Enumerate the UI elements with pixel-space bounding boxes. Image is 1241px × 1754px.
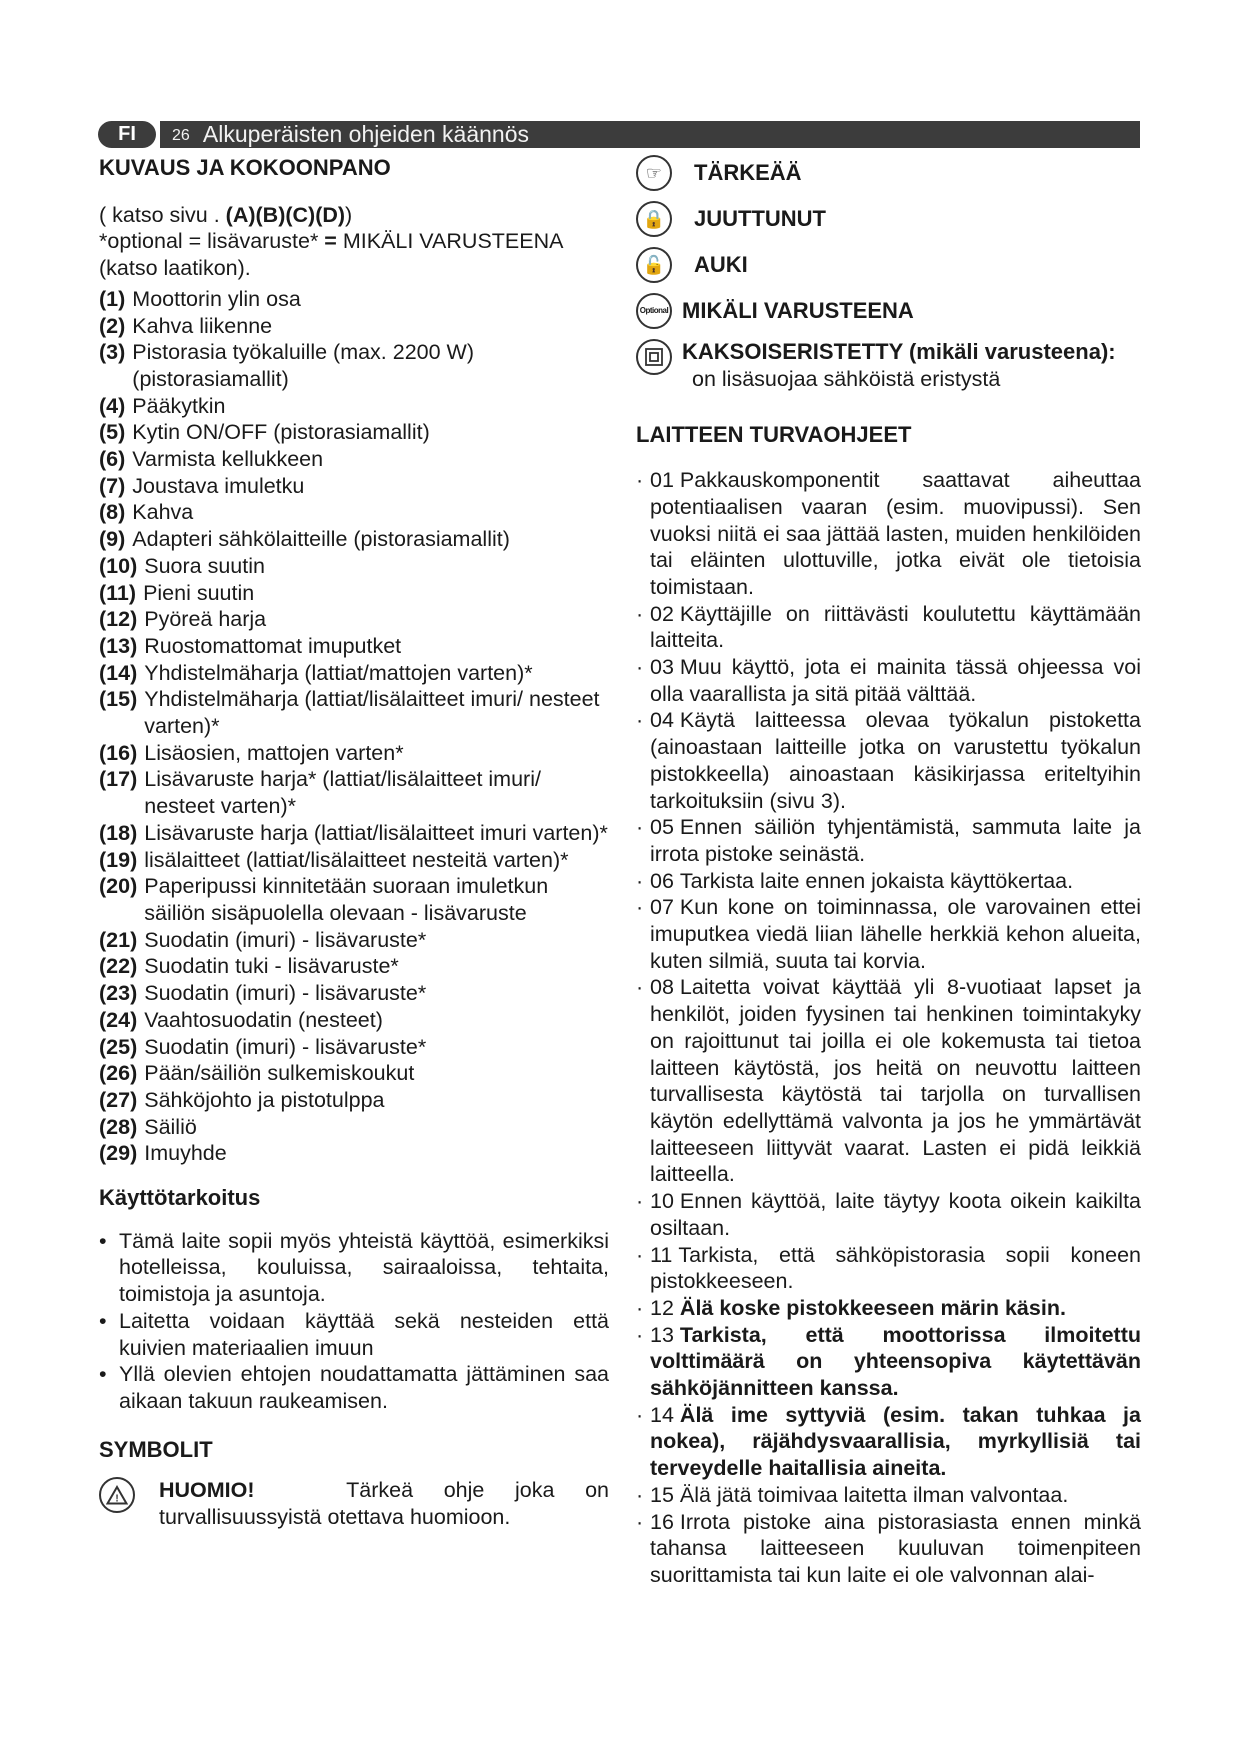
part-item (99, 980, 609, 1007)
bullet-icon: · (636, 708, 644, 733)
part-number: (27) (99, 1087, 138, 1112)
section-title-safety: LAITTEEN TURVAOHJEET (636, 422, 912, 448)
part-number: (28) (99, 1114, 138, 1139)
part-item (99, 927, 609, 954)
part-number: (12) (99, 607, 138, 632)
part-text: Lisävaruste harja (lattiat/lisälaitteet imuri varten)* (144, 820, 608, 845)
usage-item (99, 1228, 609, 1308)
safety-text-wrap (650, 1509, 1141, 1589)
symbol-item (636, 155, 1141, 191)
part-number: (20) (99, 874, 138, 899)
part-item (99, 473, 609, 500)
safety-list (636, 467, 1141, 1589)
usage-text: Yllä olevien ehtojen noudattamatta jättäminen saa aikaan takuun raukeamisen. (119, 1362, 609, 1413)
safety-item (636, 1322, 1141, 1402)
part-text: Vaahtosuodatin (nesteet) (144, 1007, 383, 1032)
part-number: (19) (99, 847, 138, 872)
part-item (99, 1060, 609, 1087)
bullet-icon: · (636, 1242, 644, 1267)
part-item (99, 820, 609, 847)
padlock-closed-icon: 🔒 (636, 201, 672, 237)
part-number: (14) (99, 660, 138, 685)
page-header (98, 121, 1140, 148)
safety-text-wrap (650, 868, 1141, 895)
bullet-icon: • (99, 1228, 107, 1253)
safety-number: 15 (650, 1482, 674, 1507)
safety-item (636, 814, 1141, 867)
part-number: (4) (99, 393, 126, 418)
part-text: Pääkytkin (132, 393, 226, 418)
safety-text: Käytä laitteessa olevaa työkalun pistoketta (ainoastaan laitteille jotka on varustettu työkalun pistokkeella) ainoastaan käsikirjassa eriteltyihin tarkoituksiin (sivu 3). (650, 708, 1141, 813)
part-text: Pistorasia työkaluille (max. 2200 W) (pistorasiamallit) (132, 340, 475, 391)
safety-text: Älä jätä toimivaa laitetta ilman valvontaa. (679, 1482, 1069, 1507)
safety-number: 13 (650, 1322, 674, 1347)
safety-item (636, 1295, 1141, 1322)
safety-item (636, 1188, 1141, 1241)
safety-text-wrap (650, 707, 1141, 814)
part-number: (24) (99, 1007, 138, 1032)
safety-number: 05 (650, 815, 674, 840)
part-text: Varmista kellukkeen (132, 447, 324, 472)
part-number: (2) (99, 313, 126, 338)
part-item (99, 1140, 609, 1167)
safety-text: Käyttäjille on riittävästi koulutettu käyttämään laitteita. (650, 601, 1141, 653)
right-column (636, 155, 1141, 1589)
bullet-icon: · (636, 1295, 644, 1320)
pointing-hand-icon: ☞ (636, 155, 672, 191)
part-item (99, 313, 609, 340)
part-item (99, 740, 609, 767)
part-text: lisälaitteet (lattiat/lisälaitteet nesteitä varten)* (144, 847, 569, 872)
part-number: (5) (99, 420, 126, 445)
bullet-icon: • (99, 1362, 107, 1387)
part-text: Kytin ON/OFF (pistorasiamallit) (132, 420, 430, 445)
safety-text: Älä ime syttyviä (esim. takan tuhkaa ja nokea), räjähdysvaarallisia, myrkyllisiä tai terveydelle haitallisia aineita. (650, 1402, 1141, 1481)
safety-item (636, 654, 1141, 707)
part-text: Moottorin ylin osa (132, 286, 301, 311)
part-number: (23) (99, 981, 138, 1006)
part-text: Lisävaruste harja* (lattiat/lisälaitteet imuri/ nesteet varten)* (144, 767, 541, 819)
part-text: Säiliö (144, 1114, 197, 1139)
bullet-icon: · (636, 601, 644, 626)
header-bar (160, 121, 1140, 148)
safety-text: Muu käyttö, jota ei mainita tässä ohjeessa voi olla vaarallista ja sitä pitää välttää. (650, 655, 1141, 706)
part-text: Kahva (132, 500, 194, 525)
safety-text-wrap (650, 1295, 1141, 1322)
safety-item (636, 868, 1141, 895)
part-text: Suodatin (imuri) - lisävaruste* (144, 981, 427, 1006)
part-number: (16) (99, 740, 138, 765)
safety-text-wrap (650, 894, 1141, 974)
section-title-usage: Käyttötarkoitus (99, 1185, 261, 1211)
safety-number: 08 (650, 975, 674, 1000)
safety-text-wrap (650, 1482, 1141, 1509)
part-text: Paperipussi kinnitetään suoraan imuletkun säiliön sisäpuolella olevaan - lisävaruste (144, 874, 549, 925)
part-number: (13) (99, 633, 138, 658)
safety-number: 02 (650, 601, 674, 626)
part-number: (29) (99, 1141, 138, 1166)
bullet-icon: · (636, 1322, 644, 1347)
safety-item (636, 1509, 1141, 1589)
safety-text: Kun kone on toiminnassa, ole varovainen ettei imuputkea viedä liian lähelle herkkiä kehon alueita, kuten silmiä, suuta tai korvia. (650, 895, 1141, 973)
part-number: (18) (99, 820, 138, 845)
safety-text: Ennen säiliön tyhjentämistä, sammuta laite ja irrota pistoke seinästä. (650, 815, 1141, 866)
part-number: (25) (99, 1034, 138, 1059)
part-text: Yhdistelmäharja (lattiat/lisälaitteet imuri/ nesteet varten)* (144, 687, 600, 739)
part-number: (3) (99, 340, 126, 365)
safety-number: 16 (650, 1509, 674, 1534)
huomio-label: HUOMIO! (159, 1478, 255, 1503)
part-item (99, 660, 609, 687)
symbol-label: TÄRKEÄÄ (694, 159, 802, 185)
part-number: (6) (99, 447, 126, 472)
usage-item (99, 1308, 609, 1361)
part-text: Pään/säiliön sulkemiskoukut (144, 1061, 415, 1086)
part-item (99, 633, 609, 660)
safety-number: 12 (650, 1295, 674, 1320)
safety-number: 03 (650, 655, 674, 680)
part-number: (15) (99, 687, 138, 712)
usage-list (99, 1228, 609, 1415)
symbol-item (636, 247, 1141, 283)
safety-number: 01 (650, 468, 674, 493)
part-number: (7) (99, 473, 126, 498)
safety-item (636, 1242, 1141, 1295)
part-text: Kahva liikenne (132, 313, 273, 338)
page-number: 26 (172, 127, 190, 144)
safety-text-wrap (650, 1322, 1141, 1402)
safety-item (636, 1482, 1141, 1509)
symbol-label: JUUTTUNUT (694, 205, 826, 231)
safety-item (636, 1402, 1141, 1482)
safety-text-wrap (650, 1242, 1141, 1295)
double-insulated-desc: on lisäsuojaa sähköistä eristystä (692, 366, 1001, 391)
left-column (99, 155, 609, 1531)
part-item (99, 1034, 609, 1061)
parts-list (99, 286, 609, 1167)
symbol-double-insulated (636, 339, 1141, 392)
bullet-icon: · (636, 1402, 644, 1427)
symbol-optional (636, 293, 1141, 329)
part-text: Lisäosien, mattojen varten* (144, 740, 404, 765)
safety-text-wrap (650, 467, 1141, 601)
part-item (99, 339, 609, 392)
double-insulated-icon (636, 339, 672, 375)
part-item (99, 847, 609, 874)
safety-text: Laitetta voivat käyttää yli 8-vuotiaat lapset ja henkilöt, joiden fyysinen tai henkinen toimintakyky on rajoittunut tai joilla ei ole kokemusta tai tietoa laitteen käytöstä, jos heitä on neuvottu laitteen turvallisesta käytöstä tai tarjolla on turvallisen käytön edellyttämä valvonta ja jos he ymmärtävät laitteeseen liittyvät vaarat. Lasten ei pidä leikkiä laitteella. (650, 975, 1141, 1187)
symbol-label-optional: MIKÄLI VARUSTEENA (682, 297, 914, 323)
part-item (99, 419, 609, 446)
bullet-icon: • (99, 1308, 107, 1333)
safety-number: 06 (650, 868, 674, 893)
part-text: Suodatin (imuri) - lisävaruste* (144, 927, 427, 952)
part-number: (1) (99, 286, 126, 311)
part-number: (22) (99, 954, 138, 979)
part-number: (21) (99, 927, 138, 952)
part-item (99, 1007, 609, 1034)
safety-text-wrap (650, 1188, 1141, 1241)
safety-text: Tarkista, että moottorissa ilmoitettu volttimäärä on yhteensopiva käytettävän sähköjännitteen kanssa. (650, 1322, 1141, 1401)
part-item (99, 286, 609, 313)
bullet-icon: · (636, 1189, 644, 1214)
safety-number: 10 (650, 1189, 674, 1214)
header-title: Alkuperäisten ohjeiden käännös (202, 121, 529, 147)
part-item (99, 580, 609, 607)
usage-text: Laitetta voidaan käyttää sekä nesteiden että kuivien materiaalien imuun (119, 1308, 609, 1360)
part-text: Suora suutin (144, 553, 265, 578)
symbol-item (636, 201, 1141, 237)
bullet-icon: · (636, 815, 644, 840)
safety-item (636, 467, 1141, 601)
part-item (99, 766, 609, 819)
language-badge: FI (98, 121, 156, 148)
symbol-label: AUKI (694, 251, 748, 277)
part-item (99, 446, 609, 473)
safety-text: Irrota pistoke aina pistorasiasta ennen minkä tahansa laitteeseen kuuluvan toimenpiteen suorittamista tai kun laite ei ole valvonnan alai- (650, 1509, 1141, 1587)
safety-number: 11 (650, 1242, 673, 1267)
part-number: (8) (99, 500, 126, 525)
part-number: (10) (99, 553, 138, 578)
part-number: (11) (99, 580, 137, 605)
part-item (99, 606, 609, 633)
huomio-note (99, 1477, 609, 1530)
part-text: Pyöreä harja (144, 607, 267, 632)
padlock-open-icon: 🔓 (636, 247, 672, 283)
safety-item (636, 894, 1141, 974)
part-text: Ruostomattomat imuputket (144, 633, 402, 658)
part-text: Pieni suutin (143, 580, 255, 605)
optional-note: *optional = lisävaruste* = MIKÄLI VARUSTEENA (katso laatikon). (99, 229, 563, 281)
safety-number: 14 (650, 1402, 674, 1427)
safety-text-wrap (650, 1402, 1141, 1482)
safety-item (636, 707, 1141, 814)
part-number: (17) (99, 767, 138, 792)
safety-number: 04 (650, 708, 674, 733)
section-title-symbols: SYMBOLIT (99, 1436, 213, 1462)
section-title-description: KUVAUS JA KOKOONPANO (99, 155, 391, 180)
part-item (99, 686, 609, 739)
bullet-icon: · (636, 1482, 644, 1507)
symbol-label-double-insulated: KAKSOISERISTETTY (mikäli varusteena): (682, 339, 1116, 364)
part-text: Yhdistelmäharja (lattiat/mattojen varten)* (144, 660, 533, 685)
part-item (99, 1087, 609, 1114)
part-item (99, 499, 609, 526)
part-item (99, 873, 609, 926)
bullet-icon: · (636, 868, 644, 893)
svg-text:!: ! (115, 1493, 119, 1505)
safety-text: Pakkauskomponentit saattavat aiheuttaa potentiaalisen vaaran (esim. muovipussi). Sen vuoksi niitä ei saa jättää lasten, muiden henkilöiden tai eläinten ulottuville, jotka eivät ole tietoisia toimistaan. (650, 468, 1141, 599)
safety-text-wrap (650, 601, 1141, 654)
part-text: Adapteri sähkölaitteille (pistorasiamallit) (132, 527, 510, 552)
bullet-icon: · (636, 468, 644, 493)
part-item (99, 953, 609, 980)
part-text: Joustava imuletku (132, 473, 305, 498)
huomio-text: Tärkeä ohje joka on turvallisuussyistä otettava huomioon. (159, 1478, 609, 1530)
safety-item (636, 601, 1141, 654)
part-number: (9) (99, 527, 126, 552)
bullet-icon: · (636, 1509, 644, 1534)
safety-item (636, 974, 1141, 1188)
part-number: (26) (99, 1061, 138, 1086)
part-text: Suodatin (imuri) - lisävaruste* (144, 1034, 427, 1059)
safety-text: Tarkista laite ennen jokaista käyttökertaa. (679, 868, 1074, 893)
usage-item (99, 1361, 609, 1414)
see-page-line: ( katso sivu . (A)(B)(C)(D)) (99, 202, 353, 227)
safety-number: 07 (650, 895, 674, 920)
part-item (99, 553, 609, 580)
safety-text: Älä koske pistokkeeseen märin käsin. (679, 1295, 1066, 1320)
safety-text: Ennen käyttöä, laite täytyy koota oikein kaikilta osiltaan. (650, 1189, 1141, 1240)
safety-text-wrap (650, 814, 1141, 867)
part-text: Imuyhde (144, 1141, 227, 1166)
bullet-icon: · (636, 895, 644, 920)
bullet-icon: · (636, 655, 644, 680)
part-text: Suodatin tuki - lisävaruste* (144, 954, 399, 979)
bullet-icon: · (636, 975, 644, 1000)
symbol-list (636, 155, 1141, 283)
usage-text: Tämä laite sopii myös yhteistä käyttöä, esimerkiksi hotelleissa, kouluissa, sairaaloissa, tehtaita, toimistoja ja asuntoja. (119, 1228, 609, 1307)
safety-text-wrap (650, 974, 1141, 1188)
part-item (99, 393, 609, 420)
part-item (99, 1114, 609, 1141)
part-text: Sähköjohto ja pistotulppa (144, 1087, 385, 1112)
safety-text-wrap (650, 654, 1141, 707)
warning-triangle-icon (99, 1477, 135, 1513)
part-item (99, 526, 609, 553)
safety-text: Tarkista, että sähköpistorasia sopii koneen pistokkeeseen. (650, 1242, 1141, 1294)
optional-icon: Optional (636, 293, 672, 329)
